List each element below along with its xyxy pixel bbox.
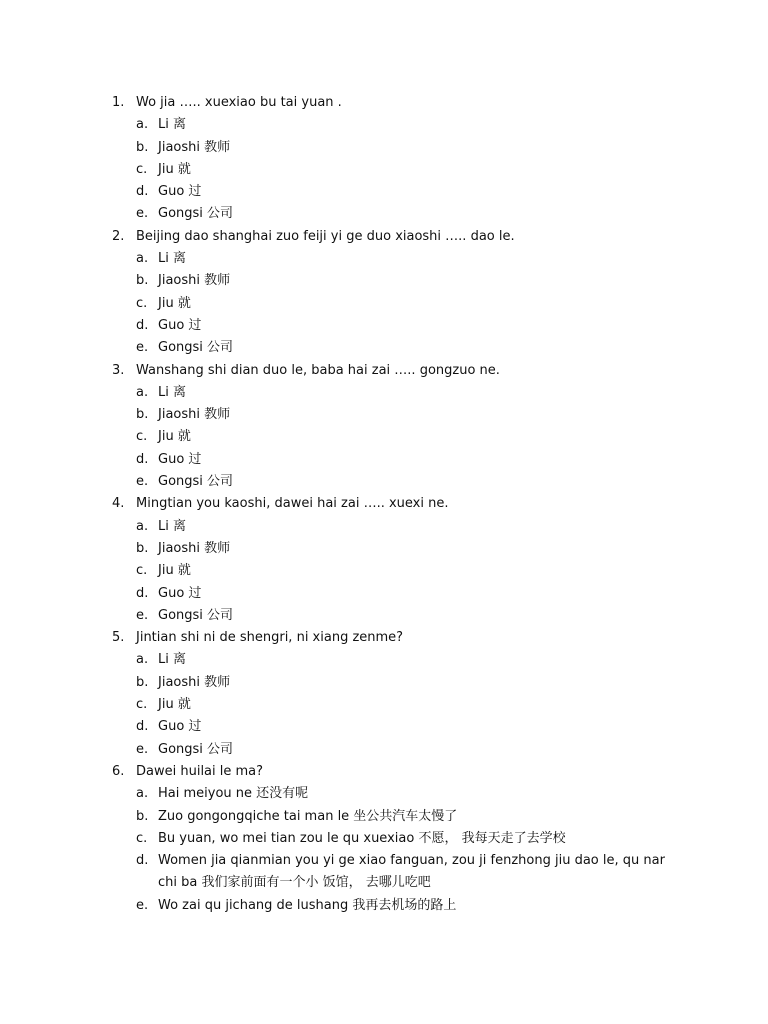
- question-text: Dawei huilai le ma?: [136, 763, 264, 779]
- question-text: Wo jia ….. xuexiao bu tai yuan .: [136, 95, 342, 110]
- option-text: Guo 过: [158, 451, 202, 467]
- option-letter: a.: [136, 251, 149, 267]
- question-number: 2.: [112, 228, 125, 244]
- question-1: [112, 92, 768, 226]
- option-item: [112, 203, 768, 225]
- option-text: Guo 过: [158, 585, 202, 601]
- option-text: Guo 过: [158, 317, 202, 333]
- option-letter: a.: [136, 518, 149, 534]
- option-letter: c.: [136, 161, 148, 177]
- option-item: [112, 850, 768, 895]
- question-text: Jintian shi ni de shengri, ni xiang zenme?: [136, 630, 404, 646]
- option-text: Li 离: [158, 652, 186, 668]
- question-text: Wanshang shi dian duo le, baba hai zai ….. gongzuo ne.: [136, 362, 500, 378]
- option-text: Gongsi 公司: [158, 474, 234, 490]
- option-letter: c.: [136, 429, 148, 445]
- option-item: [112, 159, 768, 181]
- question-number: 6.: [112, 763, 125, 779]
- option-item: [112, 895, 768, 917]
- option-item: [112, 293, 768, 315]
- option-text: Women jia qianmian you yi ge xiao fanguan, zou ji fenzhong jiu dao le, qu nar chi ba 我们家前面有一个小 饭馆， 去哪儿吃吧: [158, 853, 665, 891]
- option-letter: e.: [136, 206, 149, 222]
- option-item: [112, 337, 768, 359]
- option-letter: e.: [136, 897, 149, 913]
- option-item: [112, 828, 768, 850]
- question-number: 4.: [112, 496, 125, 512]
- option-letter: a.: [136, 652, 149, 668]
- option-text: Gongsi 公司: [158, 607, 234, 623]
- option-letter: a.: [136, 786, 149, 802]
- option-item: [112, 270, 768, 292]
- option-letter: b.: [136, 407, 149, 423]
- option-text: Hai meiyou ne 还没有呢: [158, 786, 309, 802]
- option-text: Wo zai qu jichang de lushang 我再去机场的路上: [158, 897, 457, 913]
- option-item: [112, 426, 768, 448]
- question-number: 1.: [112, 95, 125, 110]
- option-item: [112, 248, 768, 270]
- option-text: Gongsi 公司: [158, 340, 234, 356]
- option-item: [112, 382, 768, 404]
- question-line: [112, 226, 768, 248]
- question-line: [112, 761, 768, 783]
- question-line: [112, 92, 768, 114]
- option-item: [112, 449, 768, 471]
- option-item: [112, 315, 768, 337]
- question-3: [112, 360, 768, 494]
- question-6: [112, 761, 768, 917]
- option-letter: d.: [136, 184, 149, 200]
- question-number: 3.: [112, 362, 125, 378]
- option-letter: b.: [136, 273, 149, 289]
- option-item: [112, 181, 768, 203]
- option-item: [112, 516, 768, 538]
- option-text: Jiu 就: [158, 429, 191, 445]
- question-number: 5.: [112, 630, 125, 646]
- option-letter: b.: [136, 674, 149, 690]
- option-letter: a.: [136, 117, 149, 133]
- option-text: Gongsi 公司: [158, 206, 234, 222]
- option-item: [112, 560, 768, 582]
- option-item: [112, 694, 768, 716]
- option-letter: b.: [136, 808, 149, 824]
- option-text: Jiu 就: [158, 563, 191, 579]
- option-letter: c.: [136, 295, 148, 311]
- option-text: Li 离: [158, 518, 186, 534]
- option-letter: c.: [136, 830, 148, 846]
- question-line: [112, 493, 768, 515]
- option-text: Jiaoshi 教师: [158, 540, 231, 556]
- option-letter: c.: [136, 563, 148, 579]
- question-2: [112, 226, 768, 360]
- option-letter: e.: [136, 340, 149, 356]
- option-text: Bu yuan, wo mei tian zou le qu xuexiao 不愿， 我每天走了去学校: [158, 830, 566, 846]
- option-item: [112, 471, 768, 493]
- option-item: [112, 137, 768, 159]
- option-letter: e.: [136, 741, 149, 757]
- option-text: Jiaoshi 教师: [158, 273, 231, 289]
- option-text: Zuo gongongqiche tai man le 坐公共汽车太慢了: [158, 808, 458, 824]
- option-letter: d.: [136, 585, 149, 601]
- option-letter: c.: [136, 697, 148, 713]
- option-item: [112, 672, 768, 694]
- question-line: [112, 627, 768, 649]
- option-letter: d.: [136, 719, 149, 735]
- question-text: Beijing dao shanghai zuo feiji yi ge duo xiaoshi ….. dao le.: [136, 228, 515, 244]
- option-letter: a.: [136, 384, 149, 400]
- option-text: Jiaoshi 教师: [158, 674, 231, 690]
- option-letter: d.: [136, 317, 149, 333]
- option-item: [112, 583, 768, 605]
- question-line: [112, 360, 768, 382]
- option-text: Li 离: [158, 384, 186, 400]
- option-text: Li 离: [158, 251, 186, 267]
- option-item: [112, 783, 768, 805]
- question-text: Mingtian you kaoshi, dawei hai zai ….. xuexi ne.: [136, 496, 449, 512]
- option-text: Jiaoshi 教师: [158, 139, 231, 155]
- option-text: Jiu 就: [158, 697, 191, 713]
- question-4: [112, 493, 768, 627]
- option-text: Gongsi 公司: [158, 741, 234, 757]
- option-text: Guo 过: [158, 184, 202, 200]
- option-text: Li 离: [158, 117, 186, 133]
- option-text: Guo 过: [158, 719, 202, 735]
- option-letter: b.: [136, 540, 149, 556]
- option-item: [112, 649, 768, 671]
- option-item: [112, 716, 768, 738]
- option-item: [112, 538, 768, 560]
- option-letter: b.: [136, 139, 149, 155]
- option-letter: e.: [136, 474, 149, 490]
- option-item: [112, 404, 768, 426]
- option-letter: e.: [136, 607, 149, 623]
- option-text: Jiaoshi 教师: [158, 407, 231, 423]
- option-letter: d.: [136, 853, 149, 869]
- option-item: [112, 114, 768, 136]
- question-5: [112, 627, 768, 761]
- option-letter: d.: [136, 451, 149, 467]
- option-item: [112, 739, 768, 761]
- option-text: Jiu 就: [158, 161, 191, 177]
- option-text: Jiu 就: [158, 295, 191, 311]
- option-item: [112, 605, 768, 627]
- option-item: [112, 806, 768, 828]
